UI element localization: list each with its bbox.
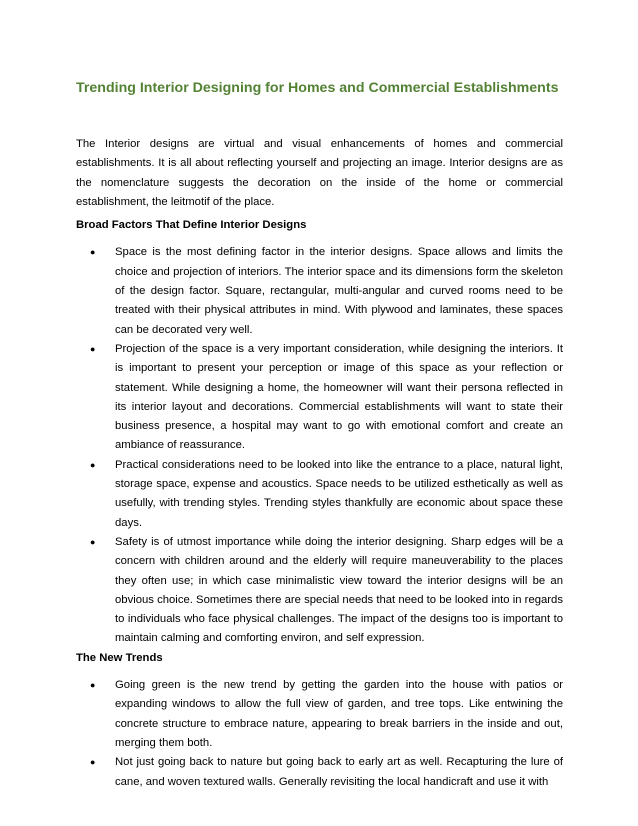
list-item-text: Not just going back to nature but going back to early art as well. Recapturing the lure of cane, and woven textured walls. Generally revisiting the local handicraft and use it with	[115, 756, 563, 788]
new-trends-list	[76, 676, 563, 792]
list-item	[76, 753, 563, 792]
bullet-icon: ●	[90, 247, 96, 258]
list-item	[76, 243, 563, 339]
list-item-text: Going green is the new trend by getting the garden into the house with patios or expanding windows to allow the full view of garden, and tree tops. Like entwining the concrete structure to embrace nature, appearing to break barriers in the inside and out, merging them both.	[115, 679, 563, 749]
bullet-icon: ●	[90, 536, 96, 547]
bullet-icon: ●	[90, 757, 96, 768]
list-item	[76, 456, 563, 533]
list-item-text: Safety is of utmost importance while doing the interior designing. Sharp edges will be a concern with children around and the elderly will require maneuverability to the places they often use; in which case minimalistic view toward the interior designs will be an obvious choice. Sometimes there are special needs that need to be looked into in regards to individuals who face physical challenges. The impact of the designs too is important to maintain calming and comforting environ, and self expression.	[115, 535, 563, 645]
list-item-text: Projection of the space is a very important consideration, while designing the interiors. It is important to present your perception or image of this space as your reflection or statement. While designing a home, the homeowner will want their persona reflected in its interior layout and decorations. Commercial establishments will want to state their business presence, a hospital may want to go with emotional comfort and create an ambiance of reassurance.	[115, 342, 563, 452]
list-item	[76, 533, 563, 649]
section-heading-broad-factors: Broad Factors That Define Interior Designs	[76, 219, 307, 232]
broad-factors-list	[76, 243, 563, 648]
list-item	[76, 676, 563, 753]
list-item-text: Practical considerations need to be looked into like the entrance to a place, natural light, storage space, expense and acoustics. Space needs to be utilized esthetically as well as usefully, with trending styles. Trending styles thankfully are economic about space these days.	[115, 458, 563, 529]
bullet-icon: ●	[90, 459, 96, 470]
document-title: Trending Interior Designing for Homes and Commercial Establishments	[76, 80, 559, 96]
section-heading-new-trends: The New Trends	[76, 651, 163, 664]
list-item-text: Space is the most defining factor in the interior designs. Space allows and limits the choice and projection of interiors. The interior space and its dimensions form the skeleton of the design factor. Square, rectangular, multi-angular and curved rooms need to be treated with their physical attributes in mind. With plywood and laminates, these spaces can be decorated very well.	[115, 246, 563, 336]
intro-paragraph: The Interior designs are virtual and visual enhancements of homes and commercial establishments. It is all about reflecting yourself and projecting an image. Interior designs are as the nomenclature suggests the decoration on the inside of the home or commercial establishment, the leitmotif of the place.	[76, 138, 563, 208]
list-item	[76, 340, 563, 456]
bullet-icon: ●	[90, 343, 96, 354]
bullet-icon: ●	[90, 680, 96, 691]
